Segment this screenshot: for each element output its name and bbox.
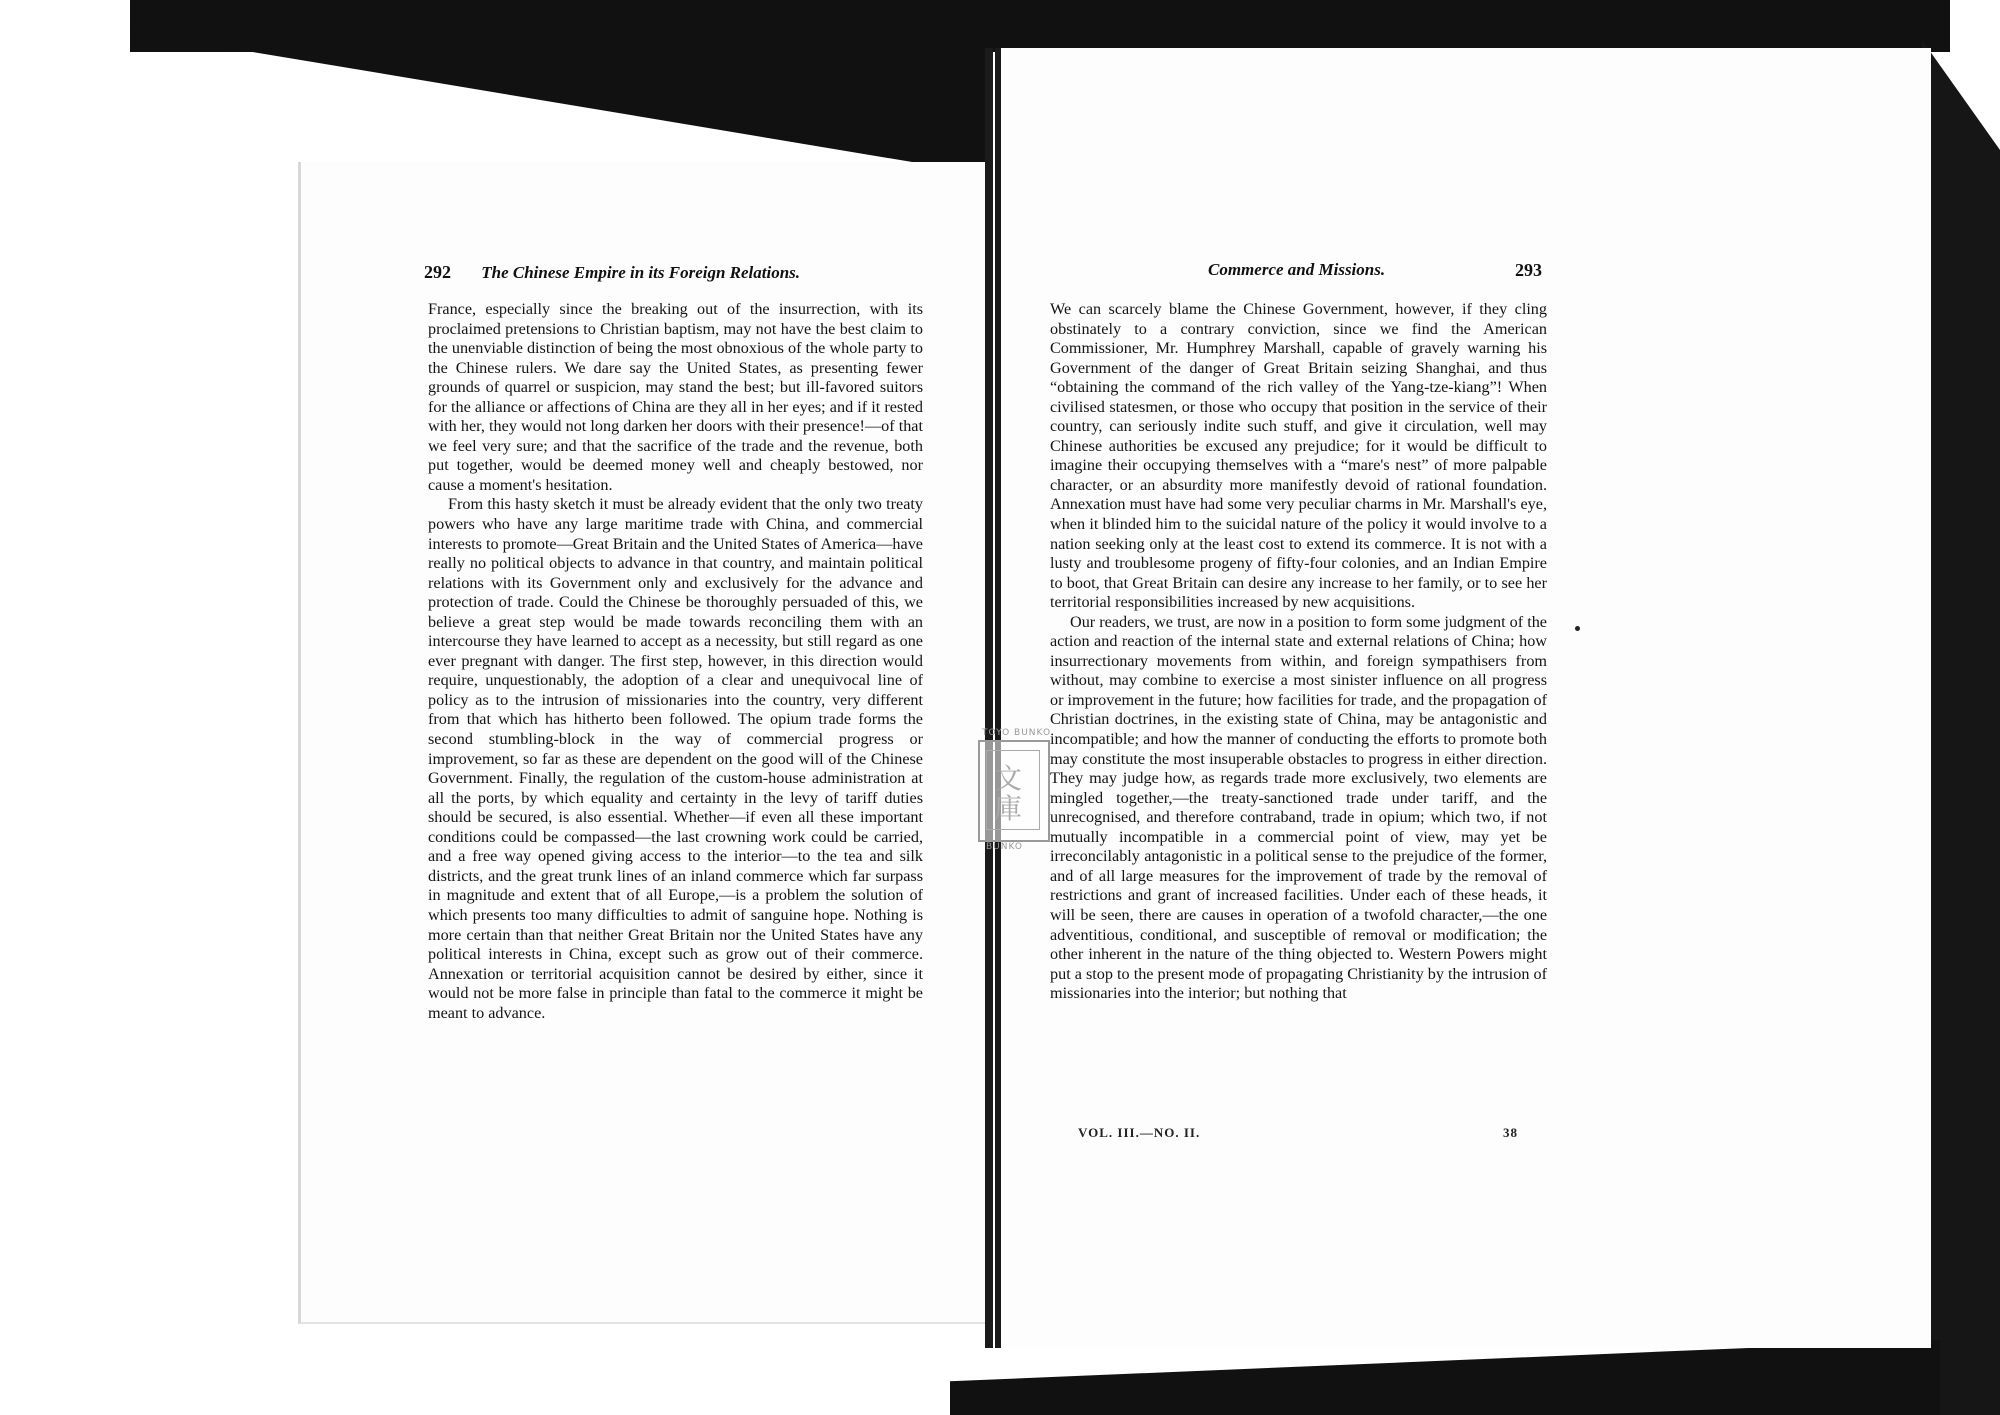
left-running-head [424,262,800,283]
left-running-title: The Chinese Empire in its Foreign Relations. [481,263,801,282]
stamp-seal-icon: 文 庫 [994,762,1023,825]
right-running-title-wrap [1208,260,1385,280]
ink-speck [1575,626,1580,631]
stamp-label-top: TOYO BUNKO [982,728,1052,738]
footer-volume: VOL. III.—NO. II. [1078,1125,1201,1140]
right-running-title: Commerce and Missions. [1208,260,1386,279]
left-body-text [428,300,923,1023]
scan-background-bottom-right [950,1340,1940,1415]
right-paragraph-1: We can scarcely blame the Chinese Government, however, if they cling obstinately to a contrary conviction, since we find the American Commissioner, Mr. Humphrey Marshall, capable of gravely warning his Government of the danger of Great Britain seizing Shanghai, and thus “obtaining the command of the rich valley of the Yang-tze-kiang”! When civilised statesmen, or those who occupy that position in the service of their country, can seriously indite such stuff, and give it circulation, well may Chinese authorities be excused any prejudice; for it would be difficult to imagine their occupying themselves with a “mare's nest” of more palpable character, or an absurdity more manifestly devoid of rational foundation. Annexation must have had some very peculiar charms in Mr. Marshall's eye, when it blinded him to the suicidal nature of the policy it would involve to a nation seeking only at the least cost to extend its commerce. It is not with a lusty and troublesome progeny of fifty-four colonies, and an Indian Empire to boot, that Great Britain can desire any increase to her family, or to see her territorial responsibilities increased by new acquisitions. [1050,300,1547,612]
left-paragraph-1: France, especially since the breaking out of the insurrection, with its proclaimed pretensions to Christian baptism, may not have the best claim to the unenviable distinction of being the most obnoxious of the whole party to the Chinese rulers. We dare say the United States, as presenting fewer grounds of quarrel or suspicion, may stand the best; but ill-favored suitors for the alliance or affections of China are they all in her eyes; and if it rested with her, they would not long darken her doors with their presence!—of that we feel very sure; and that the sacrifice of the trade and the revenue, both put together, would be deemed money well and cheaply bestowed, nor cause a moment's hesitation. [428,300,923,494]
right-paragraph-2: Our readers, we trust, are now in a position to form some judgment of the action and reaction of the internal state and external relations of China; how insurrectionary movements from within, and foreign sympathisers from without, may combine to exercise a most sinister influence on all progress or improvement in the future; how facilities for trade, and the propagation of Christian doctrines, in the existing state of China, may be antagonistic and incompatible; and how the manner of conducting the efforts to promote both may constitute the most insuperable obstacles to progress in either direction. They may judge how, as regards trade more exclusively, two elements are mingled together,—the treaty-sanctioned trade under tariff, and the unrecognised, and therefore contraband, trade in opium; which two, if not mutually incompatible in a commercial point of view, may yet be irreconcilably antagonistic in a political sense to the prejudice of the former, and of all large measures for the improvement of trade by the removal of restrictions and grant of increased facilities. Under each of these heads, it will be seen, there are causes in operation of a twofold character,—the one adventitious, conditional, and susceptible of removal or modification; the other inherent in the nature of the thing objected to. Western Powers might put a stop to the present mode of propagating Christianity by the intrusion of missionaries into the interior; but nothing that [1050,612,1547,1003]
scan-background-top-left [130,0,990,175]
right-page-number: 293 [1515,260,1542,280]
scan-background-right [1922,40,2000,1415]
footer-signature: 38 [1503,1125,1518,1140]
right-page-number-wrap [1515,260,1542,281]
right-body-text [1050,300,1547,1004]
left-page-number: 292 [424,262,451,282]
stamp-label-bottom: BUNKO [986,842,1023,852]
library-stamp [978,740,1050,842]
left-paragraph-2: From this hasty sketch it must be already evident that the only two treaty powers who have any large maritime trade with China, and commercial interests to promote—Great Britain and the United States of America—have really no political objects to advance in that country, and maintain political relations with its Government only and exclusively for the advance and protection of trade. Could the Chinese be thoroughly persuaded of this, we believe a great step would be made towards reconciling them with an intercourse they have learned to accept as a necessity, but still regard as one ever pregnant with danger. The first step, however, in this direction would require, unquestionably, the adoption of a clear and unequivocal line of policy as to the intrusion of missionaries into the country, very different from that which has hitherto been followed. The opium trade forms the second stumbling-block in the way of commercial progress or improvement, so far as these are dependent on the good will of the Chinese Government. Finally, the regulation of the custom-house administration at all the ports, by which equality and certainty in the levy of tariff duties should be secured, is also essential. Whether—if even all these important conditions could be compassed—the last crowning work could be carried, and a free way opened giving access to the interior—to the tea and silk districts, and the great trunk lines of an inland commerce which far surpass in magnitude and extent that of all Europe,—is a problem the solution of which presents too many difficulties to admit of sanguine hope. Nothing is more certain than that neither Great Britain nor the United States have any political interests in China, except such as grow out of their commerce. Annexation or territorial acquisition cannot be desired by either, since it would not be more false in principle than fatal to the commerce it might be meant to advance. [428,495,923,1022]
right-page-footer [1078,1125,1518,1141]
book-gutter [985,48,993,1348]
